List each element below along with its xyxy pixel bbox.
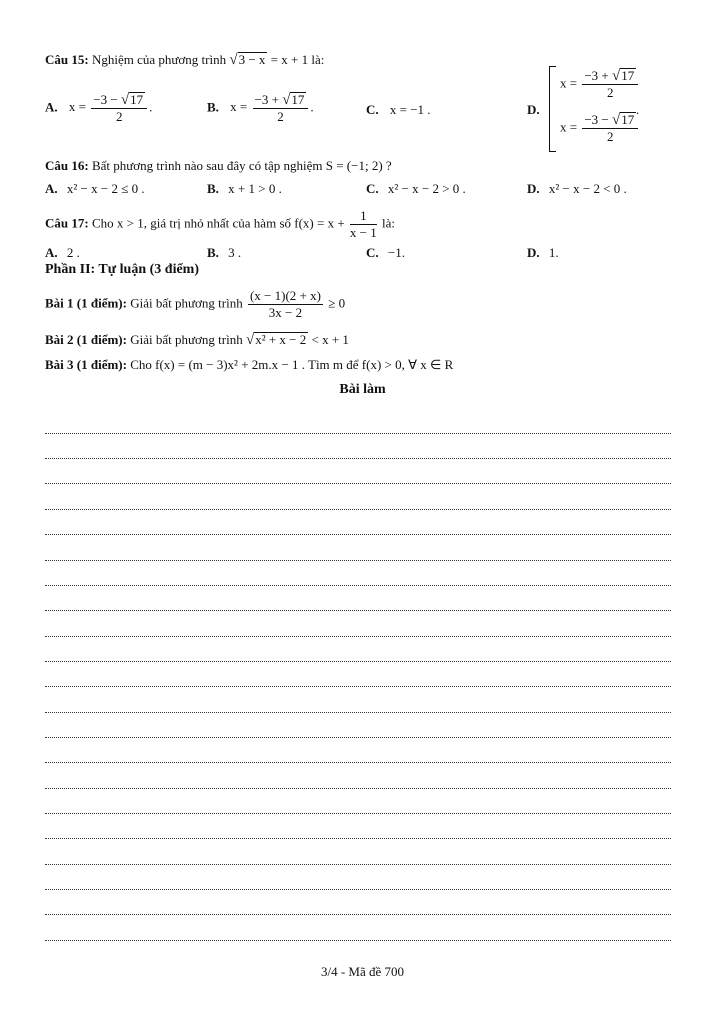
denominator: 2 xyxy=(607,129,614,144)
question-15-radicand: 3 − x xyxy=(238,52,266,67)
option-label: A. xyxy=(45,181,58,196)
answer-line xyxy=(45,813,671,815)
answer-line xyxy=(45,585,671,587)
bai-2-text: Giải bất phương trình xyxy=(130,332,243,347)
option-fraction xyxy=(253,92,309,125)
question-17-suffix: là: xyxy=(382,215,395,231)
sqrt-icon: √ xyxy=(612,112,621,128)
option-label: A. xyxy=(45,245,58,260)
question-16-text: Bất phương trình nào sau đây có tập nghiệm S = (−1; 2) ? xyxy=(91,158,392,173)
answer-line xyxy=(45,560,671,562)
question-17-fraction xyxy=(350,208,377,241)
option-label: B. xyxy=(207,99,219,115)
numerator-radicand: 17 xyxy=(621,112,635,127)
question-15-option-d-label: D. xyxy=(527,102,540,117)
option-label: B. xyxy=(207,181,219,196)
sqrt-icon: √ xyxy=(120,92,130,108)
option-end: . xyxy=(149,99,153,115)
bai-1-text: Giải bất phương trình xyxy=(130,295,243,311)
question-16-stem xyxy=(45,158,392,174)
sqrt-icon: √ xyxy=(229,52,238,68)
question-15-option-d-line2 xyxy=(560,112,640,145)
answer-line xyxy=(45,788,671,790)
question-15-option-a xyxy=(45,92,152,125)
option-text: x² − x − 2 > 0 . xyxy=(387,181,466,196)
sqrt-icon: √ xyxy=(245,332,255,348)
answer-line xyxy=(45,838,671,840)
option-label: C. xyxy=(366,245,379,260)
bai-1 xyxy=(45,288,345,321)
option-end: . xyxy=(310,99,314,115)
option-fraction xyxy=(582,112,638,145)
numerator: (x − 1)(2 + x) xyxy=(249,288,321,303)
answer-line xyxy=(45,509,671,511)
question-15-option-b xyxy=(207,92,314,125)
answer-line xyxy=(45,914,671,916)
answer-line xyxy=(45,534,671,536)
answer-line xyxy=(45,610,671,612)
option-fraction xyxy=(582,68,638,101)
option-text: 2 . xyxy=(66,245,80,260)
question-15-option-d-end: . xyxy=(636,102,640,117)
question-17-option-b xyxy=(207,245,241,261)
bai-3-text: Cho f(x) = (m − 3)x² + 2m.x − 1 . Tìm m để f(x) > 0, ∀ x ∈ R xyxy=(130,357,454,372)
question-15-text: Nghiệm của phương trình xyxy=(91,52,227,67)
numerator-prefix: −3 − xyxy=(584,112,609,127)
option-lhs: x = xyxy=(560,75,578,91)
question-15-stem xyxy=(45,52,324,69)
option-text: 3 . xyxy=(228,245,242,260)
denominator: x − 1 xyxy=(349,225,377,240)
page-footer: 3/4 - Mã đề 700 xyxy=(320,964,405,979)
bai-2-relation: < x + 1 xyxy=(311,332,349,347)
option-label: B. xyxy=(207,245,219,260)
answer-line xyxy=(45,712,671,714)
answer-line xyxy=(45,458,671,460)
option-text: x + 1 > 0 . xyxy=(228,181,282,196)
option-label: C. xyxy=(366,181,379,196)
question-17-option-c xyxy=(366,245,405,261)
option-label: A. xyxy=(45,99,58,115)
answer-line xyxy=(45,940,671,942)
bai-2-label: Bài 2 (1 điểm): xyxy=(45,332,127,347)
option-text: x² − x − 2 ≤ 0 . xyxy=(66,181,145,196)
question-17-text: Cho x > 1, giá trị nhỏ nhất của hàm số f(x) = x + xyxy=(91,215,345,231)
option-label: C. xyxy=(366,102,379,117)
question-16-option-b xyxy=(207,181,282,197)
bai-1-relation: ≥ 0 xyxy=(328,295,346,311)
option-lhs: x = xyxy=(560,119,578,135)
answer-line xyxy=(45,433,671,435)
answer-heading: Bài làm xyxy=(339,382,386,397)
option-label: D. xyxy=(527,181,540,196)
question-17-option-d xyxy=(527,245,559,261)
question-15-suffix: là: xyxy=(311,52,325,67)
question-16-option-a xyxy=(45,181,145,197)
denominator: 2 xyxy=(607,85,614,100)
question-16-label: Câu 16: xyxy=(45,158,89,173)
answer-line xyxy=(45,864,671,866)
bai-3 xyxy=(45,357,453,373)
question-16-option-d xyxy=(527,181,627,197)
bai-2 xyxy=(45,332,349,349)
numerator: 1 xyxy=(350,208,377,225)
question-16-option-c xyxy=(366,181,466,197)
option-lhs: x = xyxy=(230,99,248,115)
denominator: 2 xyxy=(115,109,123,124)
answer-line xyxy=(45,737,671,739)
question-15-label: Câu 15: xyxy=(45,52,89,67)
numerator-prefix: −3 + xyxy=(254,92,279,107)
question-15-rhs: = x + 1 xyxy=(270,52,309,67)
numerator-radicand: 17 xyxy=(621,68,635,83)
option-lhs: x = xyxy=(68,99,86,115)
answer-line xyxy=(45,889,671,891)
denominator: 2 xyxy=(277,109,284,124)
option-label: D. xyxy=(527,245,540,260)
sqrt-icon: √ xyxy=(612,68,621,84)
option-text: x² − x − 2 < 0 . xyxy=(548,181,627,196)
numerator-prefix: −3 + xyxy=(584,68,609,83)
bai-3-label: Bài 3 (1 điểm): xyxy=(45,357,127,372)
option-text: x = −1 . xyxy=(389,102,431,117)
bai-1-fraction xyxy=(248,288,323,321)
numerator-radicand: 17 xyxy=(291,92,305,107)
answer-line xyxy=(45,762,671,764)
option-text: −1. xyxy=(387,245,405,260)
system-bracket xyxy=(549,66,556,152)
answer-line xyxy=(45,483,671,485)
question-17-stem xyxy=(45,208,395,241)
question-15-option-c xyxy=(366,102,431,118)
answer-line xyxy=(45,636,671,638)
question-17-option-a xyxy=(45,245,80,261)
numerator-prefix: −3 − xyxy=(93,92,118,107)
question-15-option-d-line1 xyxy=(560,68,640,101)
answer-line xyxy=(45,686,671,688)
sqrt-icon: √ xyxy=(282,92,291,108)
bai-2-radicand: x² + x − 2 xyxy=(255,332,307,347)
bai-1-label: Bài 1 (1 điểm): xyxy=(45,295,127,311)
part-2-title: Phần II: Tự luận (3 điểm) xyxy=(45,262,200,277)
option-fraction xyxy=(91,92,147,125)
answer-line xyxy=(45,661,671,663)
denominator: 3x − 2 xyxy=(268,305,303,320)
question-17-label: Câu 17: xyxy=(45,215,89,231)
numerator-radicand: 17 xyxy=(130,92,144,107)
option-text: 1. xyxy=(548,245,559,260)
